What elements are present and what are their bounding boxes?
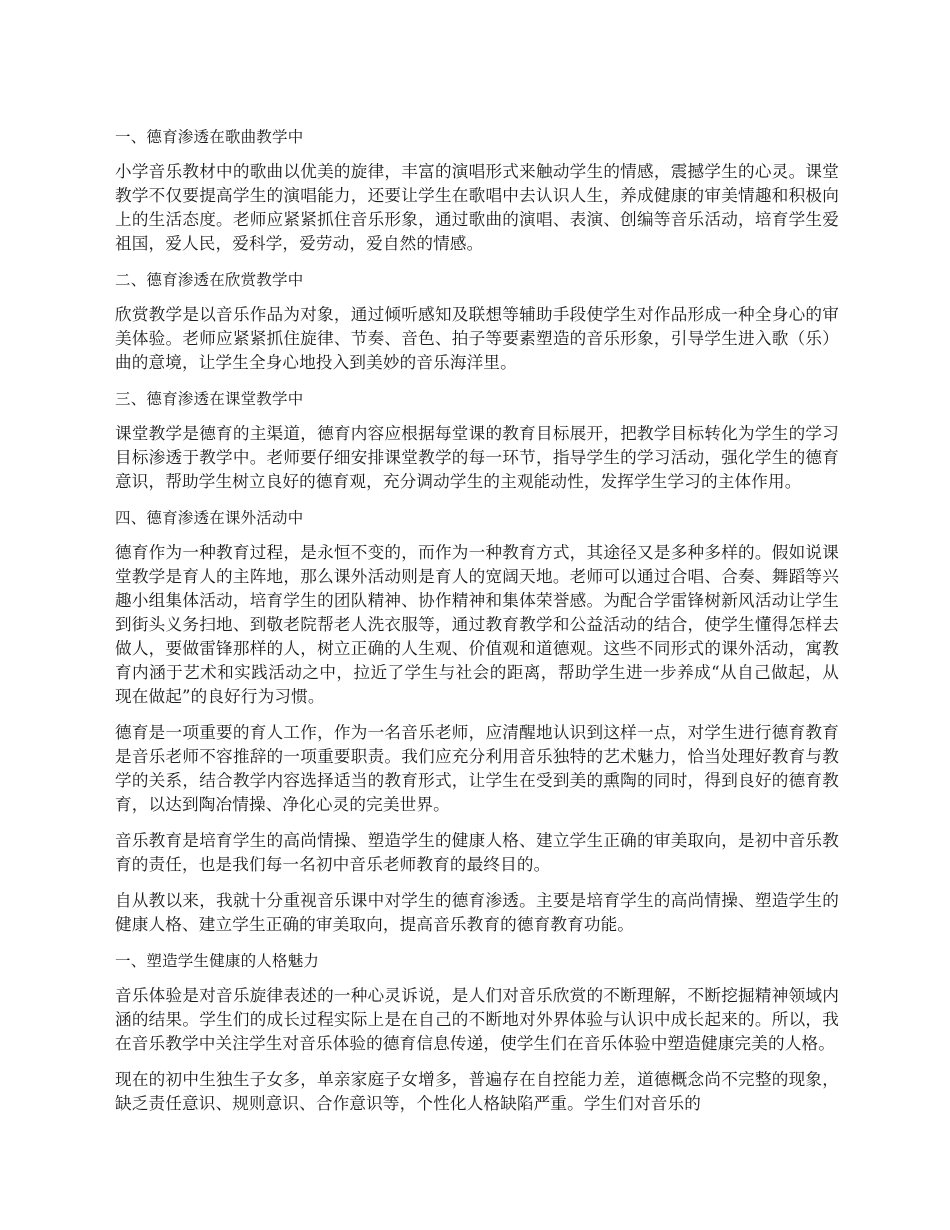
section-heading: 一、塑造学生健康的人格魅力 xyxy=(115,952,320,970)
paragraph: 音乐教育是培育学生的高尚情操、塑造学生的健康人格、建立学生正确的审美取向，是初中音乐教育的责任，也是我们每一名初中音乐老师教育的最终目的。 xyxy=(115,831,839,874)
paragraph: 小学音乐教材中的歌曲以优美的旋律，丰富的演唱形式来触动学生的情感，震撼学生的心灵。课堂教学不仅要提高学生的演唱能力，还要让学生在歌唱中去认识人生，养成健康的审美情趣和积极向上的生活态度。老师应紧紧抓住音乐形象，通过歌曲的演唱、表演、创编等音乐活动，培育学生爱祖国，爱人民，爱科学，爱劳动，爱自然的情感。 xyxy=(115,162,839,253)
section-heading: 三、德育渗透在课堂教学中 xyxy=(115,390,304,408)
paragraph: 现在的初中生独生子女多，单亲家庭子女增多，普遍存在自控能力差，道德概念尚不完整的现象，缺乏责任意识、规则意识、合作意识等，个性化人格缺陷严重。学生们对音乐的 xyxy=(115,1070,839,1113)
paragraph: 自从教以来，我就十分重视音乐课中对学生的德育渗透。主要是培育学生的高尚情操、塑造学生的健康人格、建立学生正确的审美取向，提高音乐教育的德育教育功能。 xyxy=(115,891,839,934)
section-heading: 二、德育渗透在欣赏教学中 xyxy=(115,271,304,289)
document-page xyxy=(115,125,839,1128)
section-heading: 一、德育渗透在歌曲教学中 xyxy=(115,128,304,146)
paragraph: 德育是一项重要的育人工作，作为一名音乐老师，应清醒地认识到这样一点，对学生进行德育教育是音乐老师不容推辞的一项重要职责。我们应充分利用音乐独特的艺术魅力，恰当处理好教育与教学的关系，结合教学内容选择适当的教育形式，让学生在受到美的熏陶的同时，得到良好的德育教育，以达到陶冶情操、净化心灵的完美世界。 xyxy=(115,723,839,814)
paragraph: 课堂教学是德育的主渠道，德育内容应根据每堂课的教育目标展开，把教学目标转化为学生的学习目标渗透于教学中。老师要仔细安排课堂教学的每一环节，指导学生的学习活动，强化学生的德育意识，帮助学生树立良好的德育观，充分调动学生的主观能动性，发挥学生学习的主体作用。 xyxy=(115,424,839,491)
section-heading: 四、德育渗透在课外活动中 xyxy=(115,509,304,527)
paragraph: 欣赏教学是以音乐作品为对象，通过倾听感知及联想等辅助手段使学生对作品形成一种全身心的审美体验。老师应紧紧抓住旋律、节奏、音色、拍子等要素塑造的音乐形象，引导学生进入歌（乐）曲的意境，让学生全身心地投入到美妙的音乐海洋里。 xyxy=(115,305,839,372)
paragraph: 音乐体验是对音乐旋律表述的一种心灵诉说，是人们对音乐欣赏的不断理解，不断挖掘精神领域内涵的结果。学生们的成长过程实际上是在自己的不断地对外界体验与认识中成长起来的。所以，我在音乐教学中关注学生对音乐体验的德育信息传递，使学生们在音乐体验中塑造健康完美的人格。 xyxy=(115,986,839,1053)
paragraph: 德育作为一种教育过程，是永恒不变的，而作为一种教育方式，其途径又是多种多样的。假如说课堂教学是育人的主阵地，那么课外活动则是育人的宽阔天地。老师可以通过合唱、合奏、舞蹈等兴趣小组集体活动，培育学生的团队精神、协作精神和集体荣誉感。为配合学雷锋树新风活动让学生到街头义务扫地、到敬老院帮老人洗衣服等，通过教育教学和公益活动的结合，使学生懂得怎样去做人，要做雷锋那样的人，树立正确的人生观、价值观和道德观。这些不同形式的课外活动，寓教育内涵于艺术和实践活动之中，拉近了学生与社会的距离，帮助学生进一步养成“从自己做起，从现在做起”的良好行为习惯。 xyxy=(115,543,839,706)
